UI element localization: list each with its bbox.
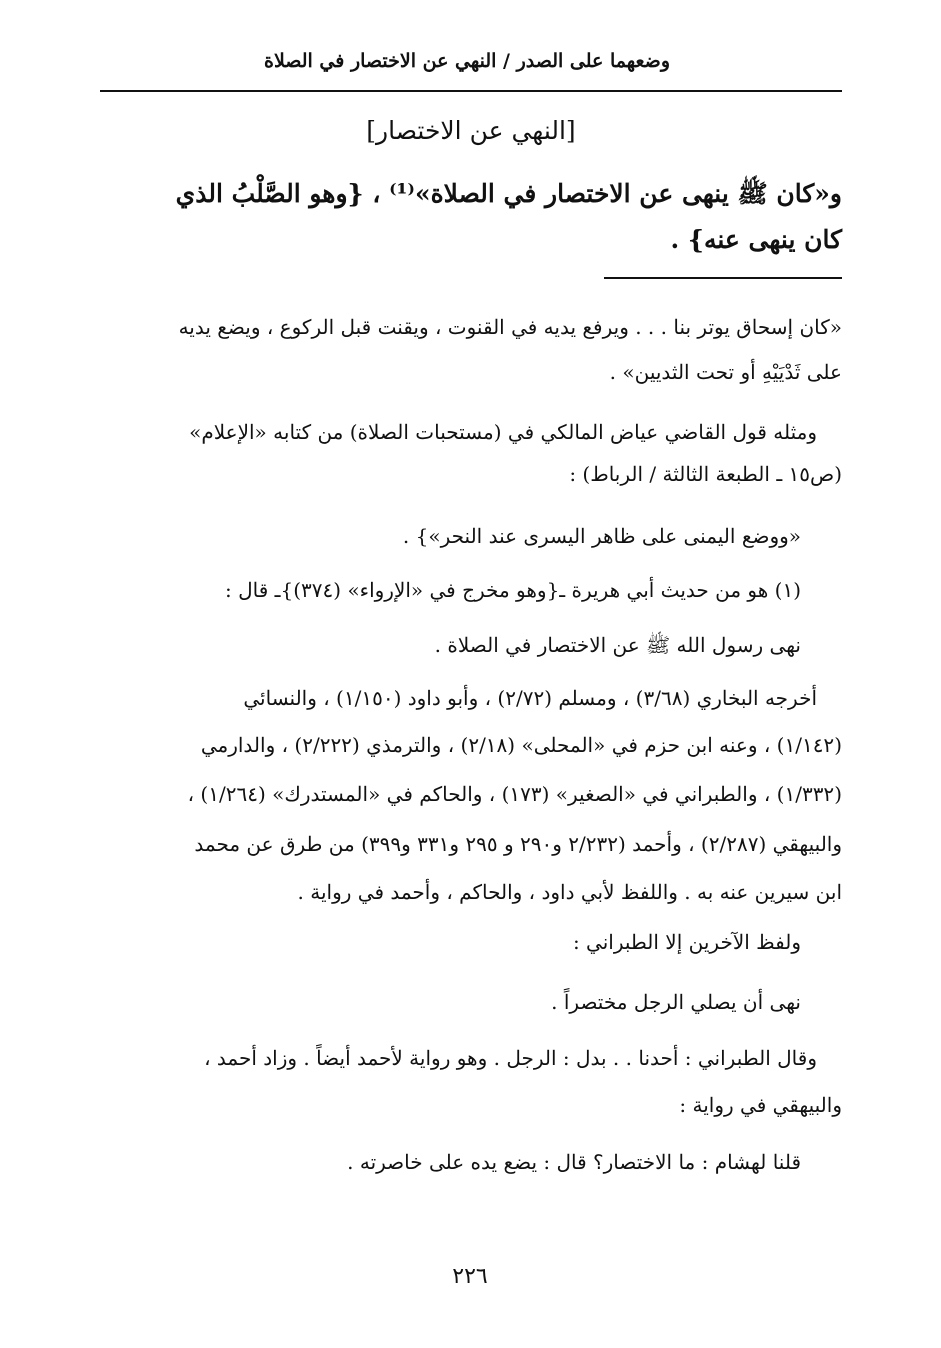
others-wording-intro: ولفظ الآخرين إلا الطبراني :	[572, 930, 801, 954]
footnote-para2-line1: ومثله قول القاضي عياض المالكي في (مستحبات الصلاة) من كتابه «الإعلام»	[189, 420, 817, 444]
section-title: [النهي عن الاختصار]	[366, 116, 576, 145]
footnote-para1-line1: «كان إسحاق يوتر بنا . . . ويرفع يديه في القنوت ، ويقنت قبل الركوع ، ويضع يديه	[178, 315, 842, 339]
tabarani-line-1: وقال الطبراني : أحدنا . . بدل : الرجل . وهو رواية لأحمد أيضاً . وزاد أحمد ،	[204, 1046, 817, 1070]
tabarani-line-2: والبيهقي في رواية :	[679, 1093, 842, 1117]
footnote-separator	[604, 277, 842, 279]
takhrij-line-5: ابن سيرين عنه به . واللفظ لأبي داود ، والحاكم ، وأحمد في رواية .	[297, 880, 842, 904]
page-number: ٢٢٦	[452, 1264, 488, 1289]
takhrij-line-2: (١/١٤٢) ، وعنه ابن حزم في «المحلى» (٢/١٨) ، والترمذي (٢/٢٢٢) ، والدارمي	[200, 733, 842, 757]
footnote-para3: «ووضع اليمنى على ظاهر اليسرى عند النحر»} .	[402, 524, 801, 548]
takhrij-line-3: (١/٣٣٢) ، والطبراني في «الصغير» (١٧٣) ، والحاكم في «المستدرك» (١/٢٦٤) ،	[187, 782, 842, 806]
footnote-para2-line2: (ص١٥ ـ الطبعة الثالثة / الرباط) :	[569, 462, 842, 486]
header-rule	[100, 90, 842, 92]
running-header: وضعهما على الصدر / النهي عن الاختصار في الصلاة	[263, 50, 670, 72]
footnote-1-intro: (١) هو من حديث أبي هريرة ـ{وهو مخرج في «الإرواء» (٣٧٤)}ـ قال :	[225, 578, 801, 602]
footnote-para1-line2: على ثَدْيَيْهِ أو تحت الثديين» .	[609, 360, 842, 384]
hisham-question: قلنا لهشام : ما الاختصار؟ قال : يضع يده على خاصرته .	[347, 1150, 801, 1174]
main-text-line-2: كان ينهى عنه} .	[670, 225, 842, 254]
takhrij-line-4: والبيهقي (٢/٢٨٧) ، وأحمد (٢/٢٣٢ و٢٩٠ و ٢٩٥ و٣٣١ و٣٩٩) من طرق عن محمد	[194, 832, 842, 856]
main-text-line-1: و«كان ﷺ ينهى عن الاختصار في الصلاة»⁽¹⁾ ، {وهو الصَّلْبُ الذي	[175, 179, 842, 208]
hadith-text-1: نهى رسول الله ﷺ عن الاختصار في الصلاة .	[434, 633, 801, 657]
takhrij-line-1: أخرجه البخاري (٣/٦٨) ، ومسلم (٢/٧٢) ، وأبو داود (١/١٥٠) ، والنسائي	[243, 686, 817, 710]
hadith-text-2: نهى أن يصلي الرجل مختصراً .	[551, 990, 801, 1014]
